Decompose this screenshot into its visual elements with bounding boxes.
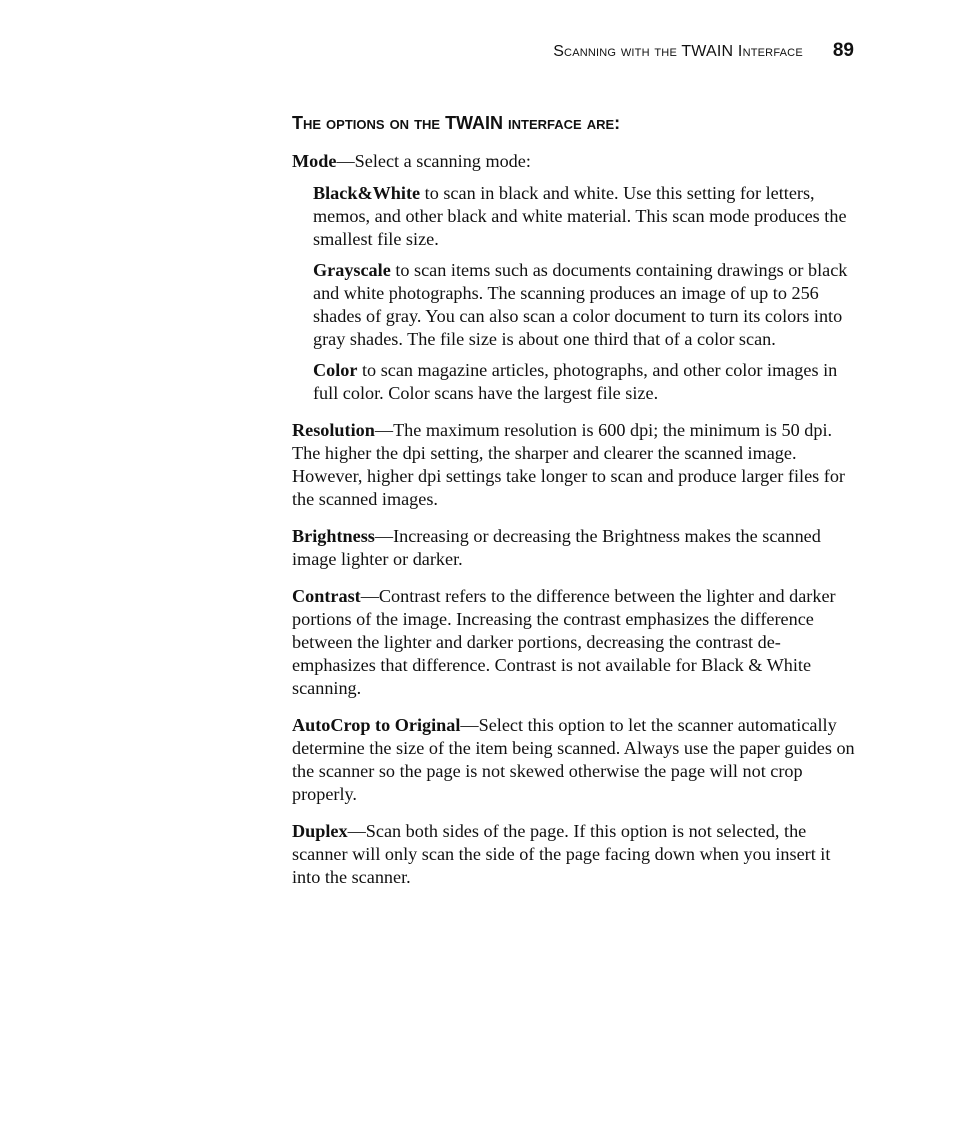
mode-term: Grayscale	[313, 260, 391, 280]
mode-item-color	[313, 359, 857, 405]
option-resolution	[292, 419, 857, 511]
option-mode	[292, 150, 857, 173]
option-brightness	[292, 525, 857, 571]
section-heading: The options on the TWAIN interface are:	[292, 113, 621, 133]
option-description: —Contrast refers to the difference between the lighter and darker portions of the image. Increasing the contrast emphasizes the difference between the lighter and darker portions, decreasing the contrast de-emphasizes that difference. Contrast is not available for Black & White scanning.	[292, 586, 836, 698]
running-title: Scanning with the TWAIN Interface	[553, 43, 803, 60]
option-duplex	[292, 820, 857, 889]
page-number: 89	[832, 40, 854, 61]
mode-list	[313, 182, 857, 405]
mode-description: to scan items such as documents containing drawings or black and white photographs. The scanning produces an image of up to 256 shades of gray. You can also scan a color document to turn its colors into gray shades. The file size is about one third that of a color scan.	[313, 260, 848, 349]
mode-term: Black&White	[313, 183, 421, 203]
option-term: AutoCrop to Original	[292, 715, 461, 735]
mode-term: Color	[313, 360, 358, 380]
page-body	[292, 110, 857, 903]
option-description: —Select this option to let the scanner automatically determine the size of the item being scanned. Always use the paper guides on the scanner so the page is not skewed otherwise the page will not crop properly.	[292, 715, 855, 804]
option-description: —Scan both sides of the page. If this option is not selected, the scanner will only scan the side of the page facing down when you insert it into the scanner.	[292, 821, 831, 887]
mode-item-grayscale	[313, 259, 857, 351]
option-term: Duplex	[292, 821, 348, 841]
option-description: —The maximum resolution is 600 dpi; the minimum is 50 dpi. The higher the dpi setting, the sharper and clearer the scanned image. However, higher dpi settings take longer to scan and produce larger files for the scanned images.	[292, 420, 845, 509]
mode-description: to scan in black and white. Use this setting for letters, memos, and other black and white material. This scan mode produces the smallest file size.	[313, 183, 847, 249]
option-description: —Select a scanning mode:	[336, 151, 531, 171]
option-description: —Increasing or decreasing the Brightness makes the scanned image lighter or darker.	[292, 526, 821, 569]
option-term: Resolution	[292, 420, 375, 440]
mode-item-black-white	[313, 182, 857, 251]
option-term: Contrast	[292, 586, 361, 606]
option-term: Brightness	[292, 526, 375, 546]
mode-description: to scan magazine articles, photographs, and other color images in full color. Color scans have the largest file size.	[313, 360, 838, 403]
option-autocrop	[292, 714, 857, 806]
option-term: Mode	[292, 151, 337, 171]
option-contrast	[292, 585, 857, 700]
running-header	[553, 40, 854, 62]
